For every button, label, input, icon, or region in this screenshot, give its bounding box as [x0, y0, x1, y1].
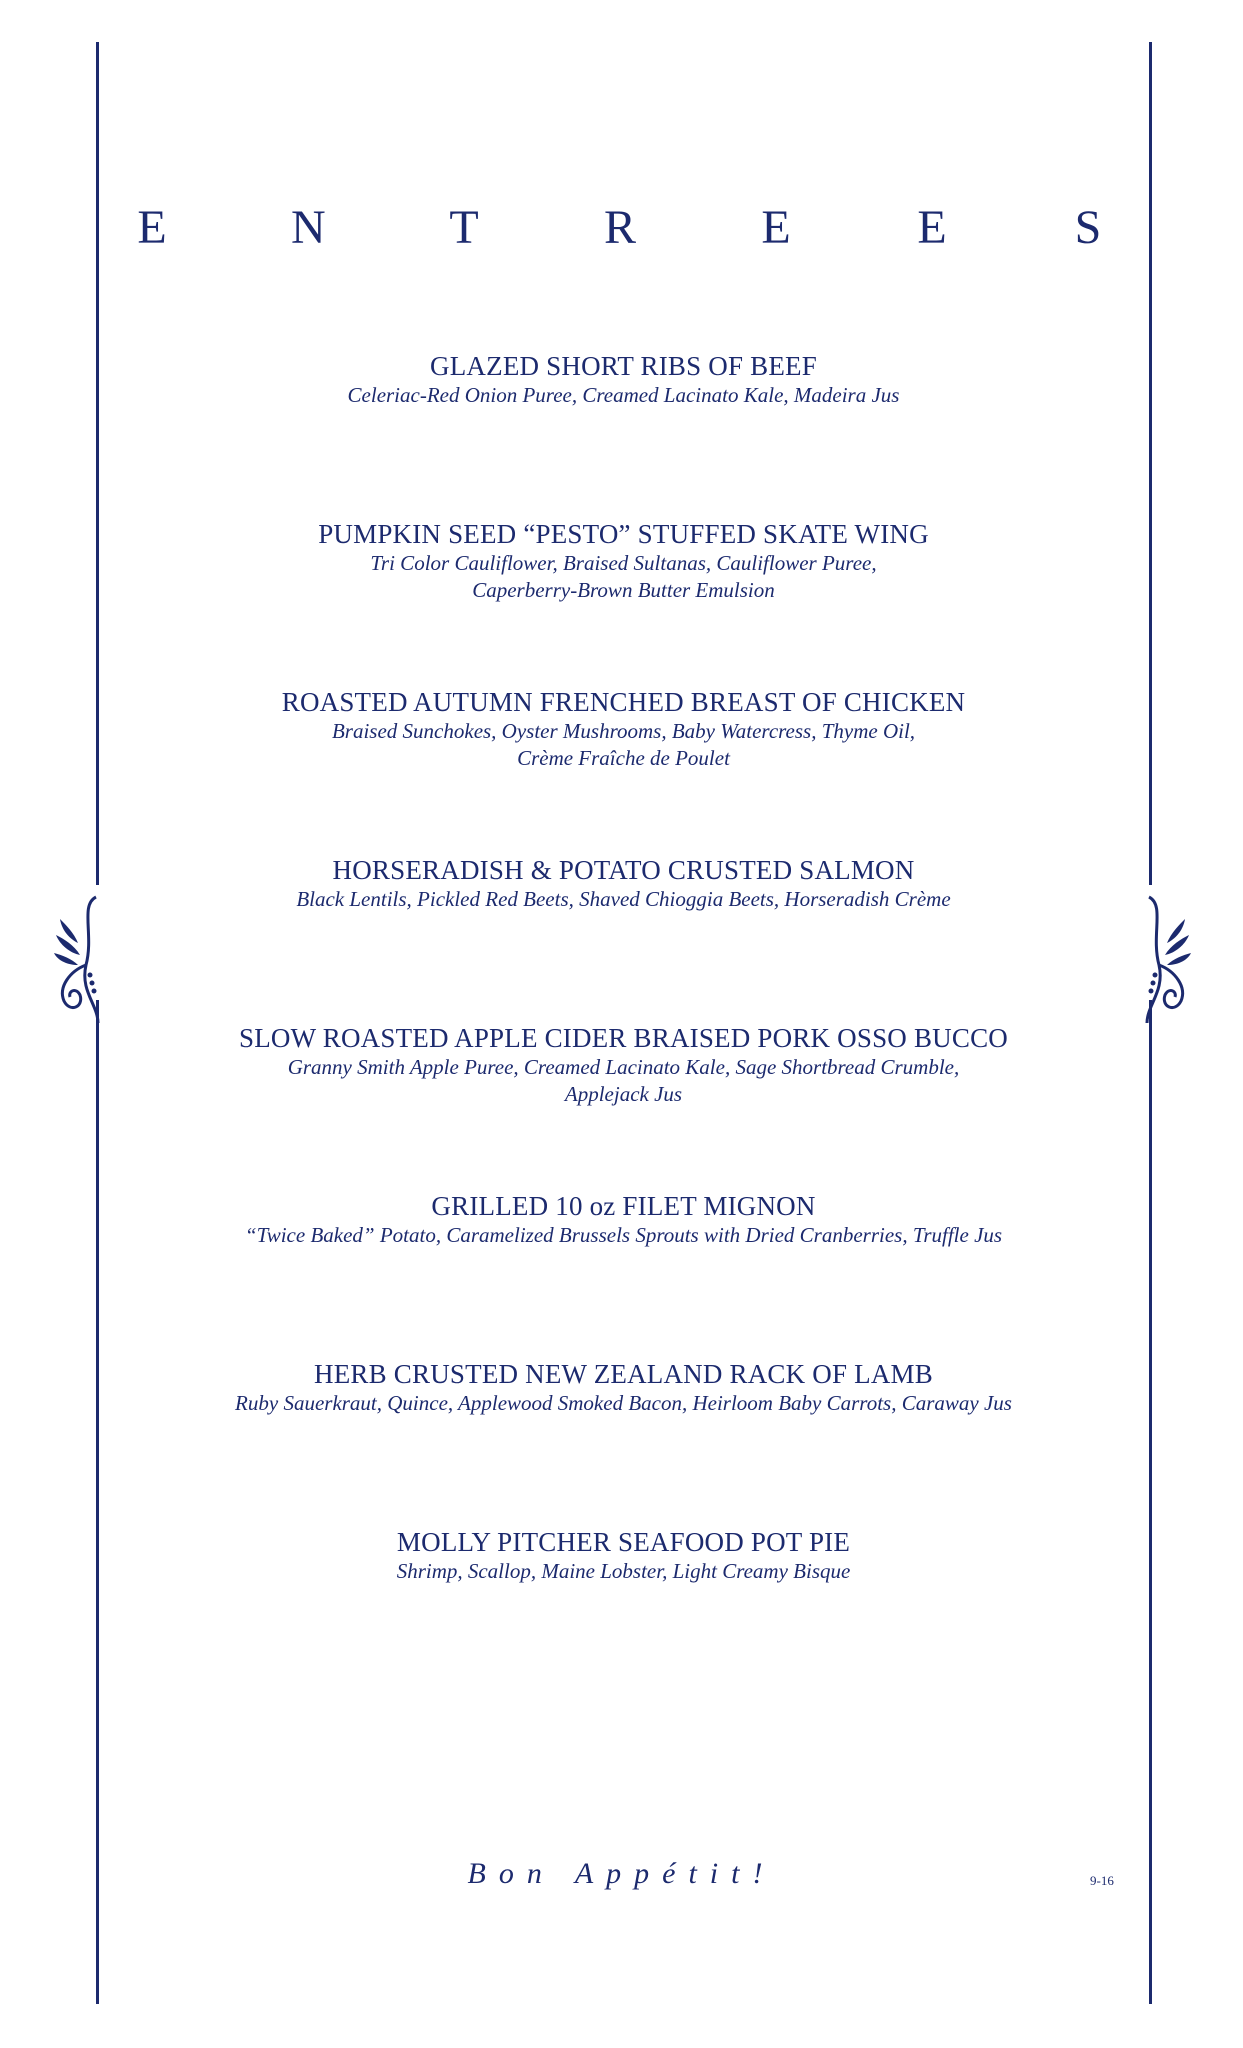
menu-item	[100, 518, 1147, 686]
menu-item	[100, 854, 1147, 1022]
menu-item-description: Celeriac-Red Onion Puree, Creamed Lacinato Kale, Madeira Jus	[347, 383, 900, 407]
left-border-rule-upper	[96, 42, 99, 885]
title-letter: R	[603, 201, 636, 254]
menu-item-description: Ruby Sauerkraut, Quince, Applewood Smoked Bacon, Heirloom Baby Carrots, Caraway Jus	[235, 1391, 1012, 1415]
menu-item-description: Black Lentils, Pickled Red Beets, Shaved Chioggia Beets, Horseradish Crème	[296, 887, 951, 911]
menu-item	[100, 686, 1147, 854]
menu-item-description: Applejack Jus	[564, 1082, 683, 1106]
menu-item-description: Tri Color Cauliflower, Braised Sultanas, Cauliflower Puree,	[370, 551, 877, 575]
menu-item	[100, 350, 1147, 518]
menu-item-name: ROASTED AUTUMN FRENCHED BREAST OF CHICKEN	[281, 687, 966, 717]
menu-item-description: “Twice Baked” Potato, Caramelized Brussels Sprouts with Dried Cranberries, Truffle Jus	[244, 1223, 1003, 1247]
menu-item-name: HERB CRUSTED NEW ZEALAND RACK OF LAMB	[314, 1359, 933, 1389]
right-border-rule-lower	[1149, 1000, 1152, 2004]
menu-item-description: Crème Fraîche de Poulet	[517, 746, 730, 770]
menu-item-description: Braised Sunchokes, Oyster Mushrooms, Baby Watercress, Thyme Oil,	[331, 719, 916, 743]
title-letter: T	[449, 201, 479, 254]
menu-item-description: Granny Smith Apple Puree, Creamed Lacinato Kale, Sage Shortbread Crumble,	[287, 1055, 960, 1079]
menu-item	[100, 1190, 1147, 1358]
menu-version-code: 9-16	[1090, 1873, 1114, 1888]
title-letter: N	[291, 201, 326, 254]
menu-item	[100, 1526, 1147, 1694]
right-border-rule-upper	[1149, 42, 1152, 885]
menu-item-name: SLOW ROASTED APPLE CIDER BRAISED PORK OSSO BUCCO	[239, 1023, 1008, 1053]
menu-item-name: GRILLED 10 oz FILET MIGNON	[431, 1191, 816, 1221]
menu-item-name: GLAZED SHORT RIBS OF BEEF	[430, 351, 817, 381]
title-letter: E	[917, 201, 947, 254]
menu-item-description: Shrimp, Scallop, Maine Lobster, Light Creamy Bisque	[396, 1559, 851, 1583]
title-letter: S	[1074, 201, 1102, 254]
menu-item-name: HORSERADISH & POTATO CRUSTED SALMON	[332, 855, 915, 885]
entree-list	[100, 350, 1147, 1694]
page-title	[135, 200, 1105, 255]
menu-item-name: PUMPKIN SEED “PESTO” STUFFED SKATE WING	[318, 519, 929, 549]
menu-item	[100, 1022, 1147, 1190]
menu-item	[100, 1358, 1147, 1526]
title-letter: E	[761, 201, 791, 254]
menu-item-name: MOLLY PITCHER SEAFOOD POT PIE	[396, 1527, 851, 1557]
menu-item-description: Caperberry-Brown Butter Emulsion	[472, 578, 775, 602]
title-letter: E	[137, 201, 167, 254]
signoff-text: Bon Appétit!	[467, 1857, 776, 1890]
left-border-rule-lower	[96, 1000, 99, 2004]
